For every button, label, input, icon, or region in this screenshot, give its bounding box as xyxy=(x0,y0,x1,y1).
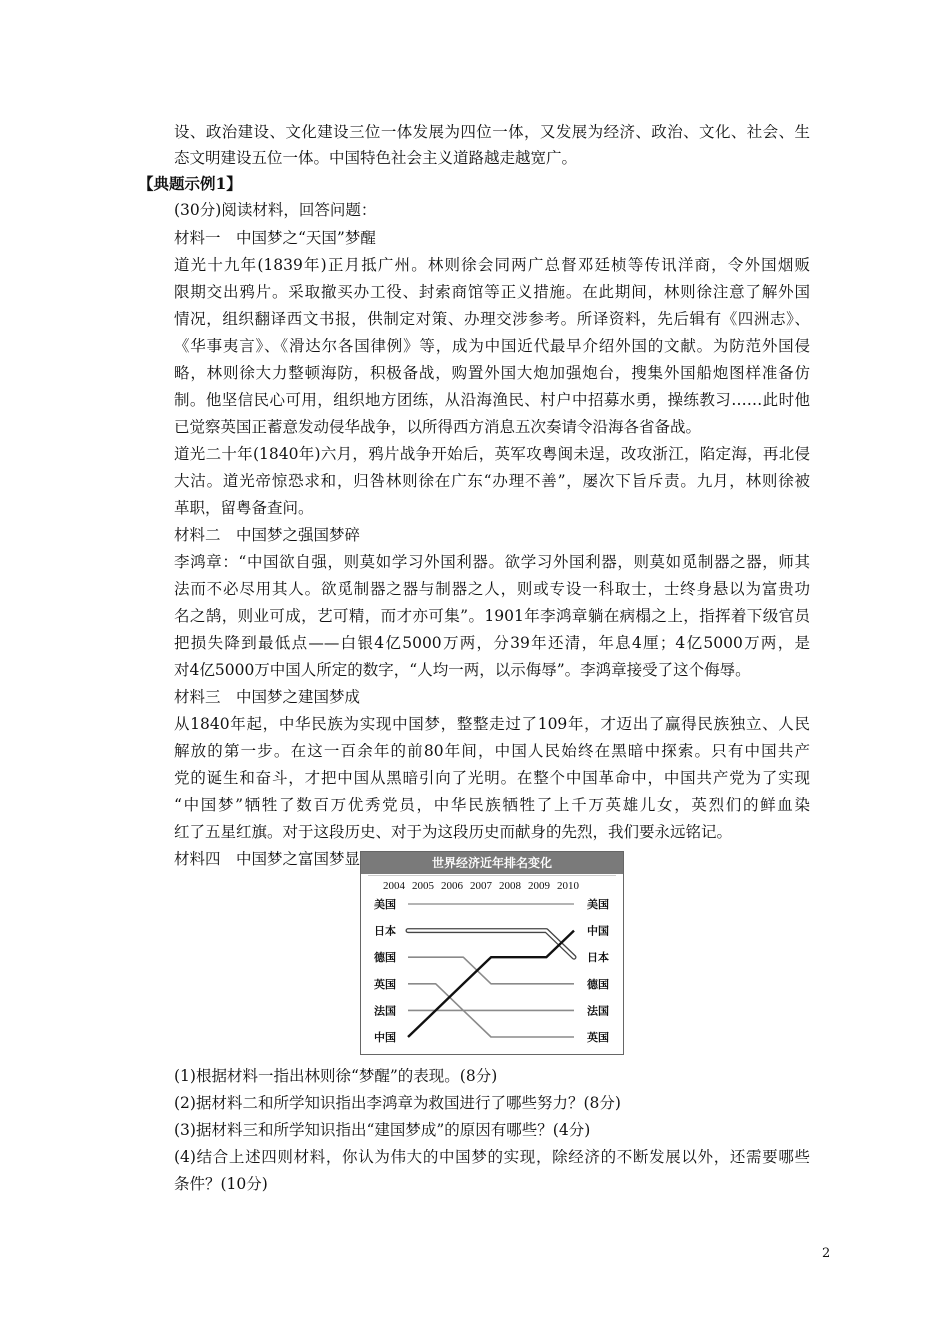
chart-right-label: 日本 xyxy=(587,952,609,965)
material-heading: 材料一 中国梦之“天国”梦醒 xyxy=(174,229,376,247)
chart-left-label: 法国 xyxy=(374,1005,396,1018)
chart-left-label: 英国 xyxy=(374,978,396,991)
text-line: 革职，留粤备查问。 xyxy=(174,499,314,517)
material-heading: 材料三 中国梦之建国梦成 xyxy=(174,688,361,706)
text-line: 对4亿5000万中国人所定的数字，“人均一两，以示侮辱”。李鸿章接受了这个侮辱。 xyxy=(174,661,751,679)
question-intro: (30分)阅读材料，回答问题： xyxy=(174,201,377,219)
chart-year-label: 2009 xyxy=(528,880,550,892)
text-line: 李鸿章：“中国欲自强，则莫如学习外国利器。欲学习外国利器，则莫如觅制器之器，师其 xyxy=(174,553,810,571)
chart-year-label: 2005 xyxy=(412,880,434,892)
text-line: 制。他坚信民心可用，组织地方团练，从沿海渔民、村户中招募水勇，操练教习……此时他 xyxy=(174,391,810,409)
chart-left-label: 美国 xyxy=(374,899,396,911)
text-line: 党的诞生和奋斗，才把中国从黑暗引向了光明。在整个中国革命中，中国共产党为了实现 xyxy=(174,769,810,787)
question-4-cont: 条件？(10分) xyxy=(174,1175,268,1193)
page-number: 2 xyxy=(822,1246,831,1261)
chart-left-label: 中国 xyxy=(374,1032,396,1044)
ranking-chart xyxy=(360,851,624,1055)
chart-right-label: 英国 xyxy=(587,1032,609,1044)
question-1: (1)根据材料一指出林则徐“梦醒”的表现。(8分) xyxy=(174,1067,498,1085)
chart-rule xyxy=(368,875,616,876)
text-line: “中国梦”牺牲了数百万优秀党员，中华民族牺牲了上千万英雄儿女，英烈们的鲜血染 xyxy=(174,796,810,814)
question-4: (4)结合上述四则材料，你认为伟大的中国梦的实现，除经济的不断发展以外，还需要哪些 xyxy=(174,1148,810,1166)
chart-right-label: 法国 xyxy=(587,1005,609,1018)
text-line: 略，林则徐大力整顿海防，积极备战，购置外国大炮加强炮台，搜集外国船炮图样准备仿 xyxy=(174,364,810,382)
chart-year-label: 2010 xyxy=(557,880,579,892)
text-line: 把损失降到最低点——白银4亿5000万两，分39年还清，年息4厘；4亿5000万两，是 xyxy=(174,634,810,652)
chart-right-label: 美国 xyxy=(587,899,609,911)
chart-right-label: 中国 xyxy=(587,925,609,938)
text-line: 《华事夷言》、《滑达尔各国律例》等，成为中国近代最早介绍外国的文献。为防范外国侵 xyxy=(174,337,810,355)
text-line: 红了五星红旗。对于这段历史、对于为这段历史而献身的先烈，我们要永远铭记。 xyxy=(174,823,733,841)
chart-right-label: 德国 xyxy=(587,978,609,991)
chart-left-label: 德国 xyxy=(374,952,396,965)
chart-year-label: 2004 xyxy=(383,880,405,892)
question-2: (2)据材料二和所学知识指出李鸿章为救国进行了哪些努力？(8分) xyxy=(174,1094,621,1112)
text-line: 设、政治建设、文化建设三位一体发展为四位一体，又发展为经济、政治、文化、社会、生 xyxy=(174,123,810,141)
text-line: 法而不必尽用其人。欲觅制器之器与制器之人，则或专设一科取士，士终身悬以为富贵功 xyxy=(174,580,810,598)
question-3: (3)据材料三和所学知识指出“建国梦成”的原因有哪些？(4分) xyxy=(174,1121,591,1139)
text-line: 态文明建设五位一体。中国特色社会主义道路越走越宽广。 xyxy=(174,149,578,167)
text-line: 情况，组织翻译西文书报，供制定对策、办理交涉参考。所译资料，先后辑有《四洲志》、 xyxy=(174,310,810,328)
material-heading: 材料二 中国梦之强国梦碎 xyxy=(174,526,361,544)
text-line: 道光二十年(1840年)六月，鸦片战争开始后，英军攻粤闽未逞，改攻浙江，陷定海，再北侵 xyxy=(174,445,810,463)
text-line: 解放的第一步。在这一百余年的前80年间，中国人民始终在黑暗中探索。只有中国共产 xyxy=(174,742,810,760)
text-line: 名之鹄，则业可成，艺可精，而才亦可集”。1901年李鸿章躺在病榻之上，指挥着下级官员 xyxy=(174,607,810,625)
chart-left-label: 日本 xyxy=(374,925,396,938)
chart-year-label: 2008 xyxy=(499,880,521,892)
chart-year-label: 2006 xyxy=(441,880,463,892)
chart-year-label: 2007 xyxy=(470,880,492,892)
text-line: 道光十九年(1839年)正月抵广州。林则徐会同两广总督邓廷桢等传讯洋商，令外国烟贩 xyxy=(174,256,810,274)
text-line: 已觉察英国正蓄意发动侵华战争，以所得西方消息五次奏请令沿海各省备战。 xyxy=(174,418,702,436)
text-line: 大沽。道光帝惊恐求和，归咎林则徐在广东“办理不善”，屡次下旨斥责。九月，林则徐被 xyxy=(174,472,810,490)
material-heading: 材料四 中国梦之富国梦显 xyxy=(174,850,361,868)
chart-title: 世界经济近年排名变化 xyxy=(431,856,553,870)
text-line: 限期交出鸦片。采取撤买办工役、封索商馆等正义措施。在此期间，林则徐注意了解外国 xyxy=(174,283,810,301)
example-heading: 【典题示例1】 xyxy=(138,174,242,193)
text-line: 从1840年起，中华民族为实现中国梦，整整走过了109年，才迈出了赢得民族独立、人民 xyxy=(174,715,810,733)
